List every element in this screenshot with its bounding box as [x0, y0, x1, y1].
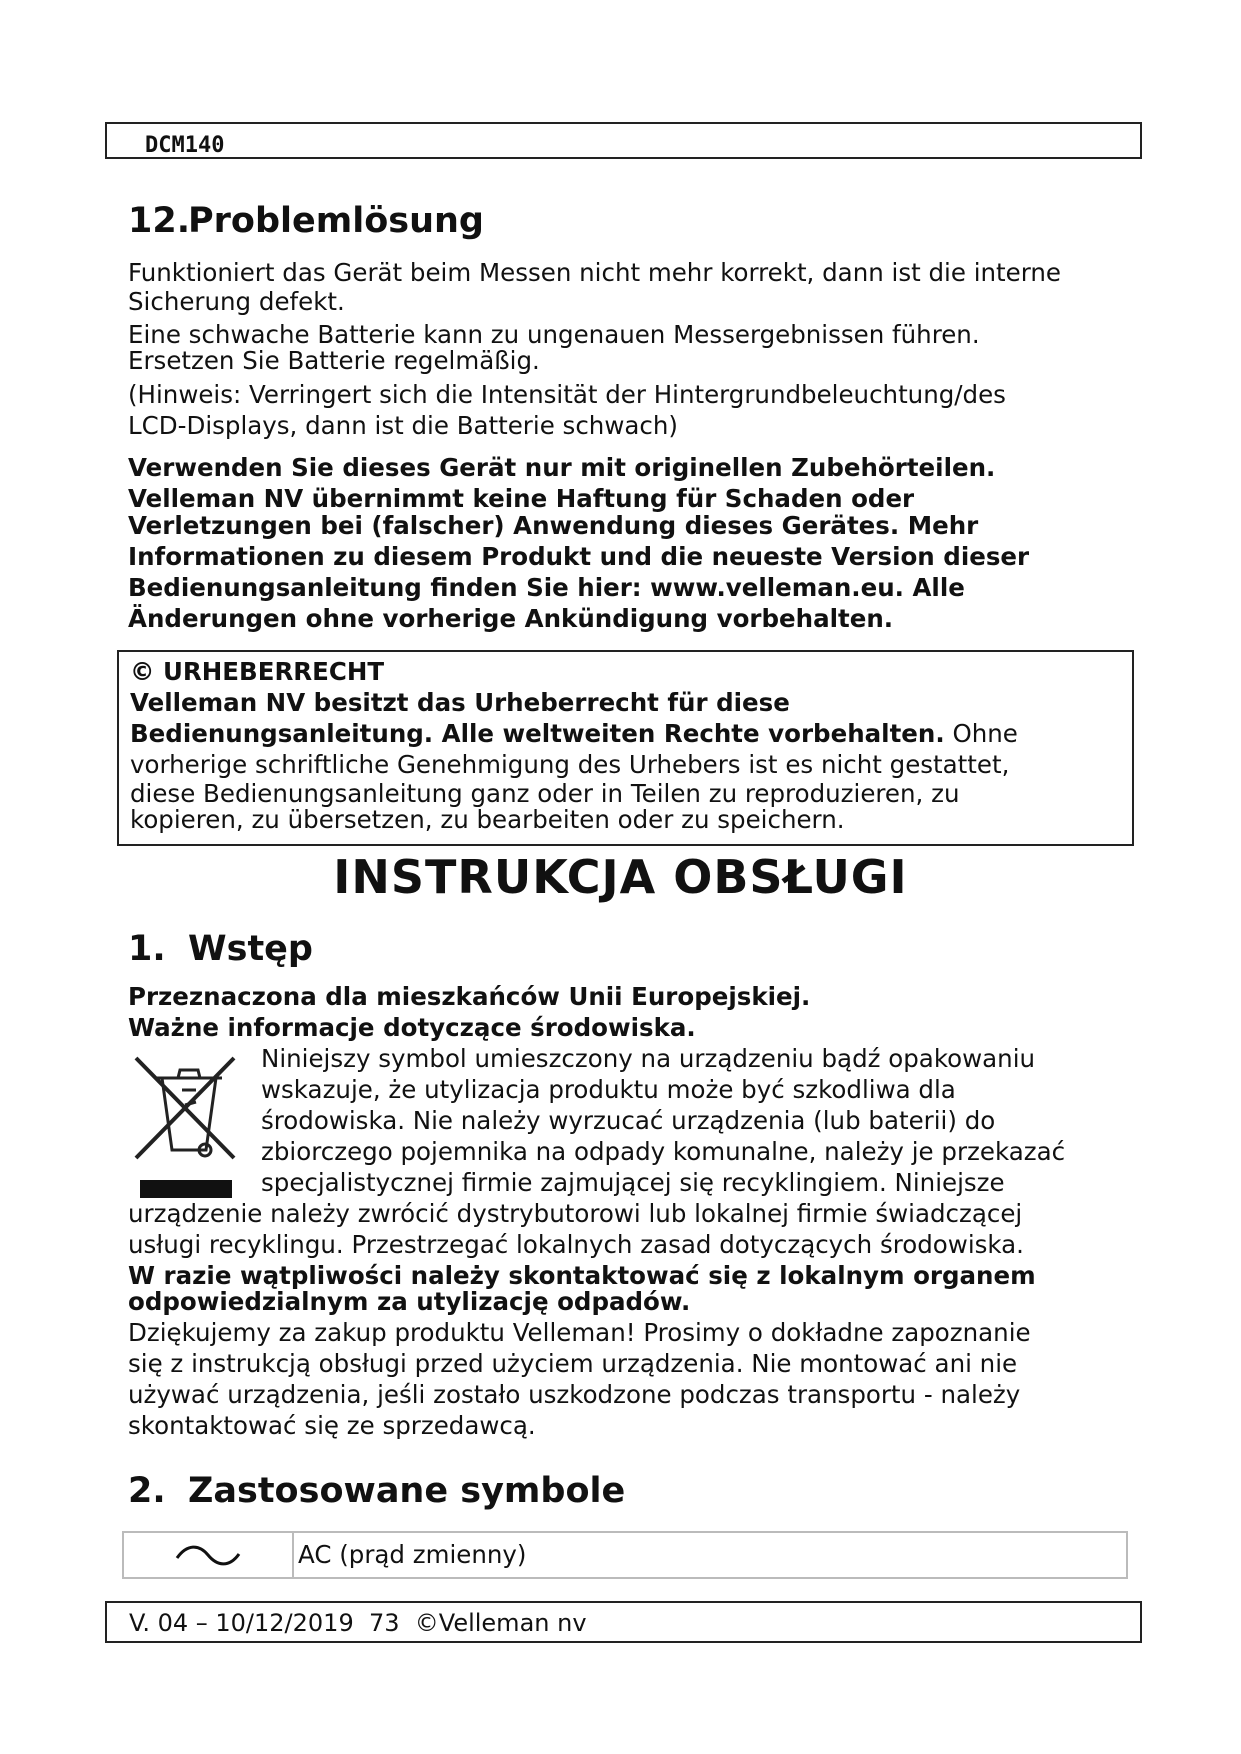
section-1: [128, 928, 1118, 970]
notice-line: Verwenden Sie dieses Gerät nur mit originellen Zubehörteilen.: [128, 453, 996, 482]
weee-text: [128, 1043, 1118, 1198]
copyright-line: kopieren, zu übersetzen, zu bearbeiten oder zu speichern.: [130, 805, 845, 834]
weee-line: wskazuje, że utylizacja produktu może być szkodliwa dla: [261, 1075, 956, 1104]
page-header: [105, 122, 1142, 159]
section-1-number: 1.: [128, 929, 166, 969]
symbol-cell: [124, 1533, 294, 1577]
paragraph-line: LCD-Displays, dann ist die Batterie schwach): [128, 411, 678, 440]
copyright-title: © URHEBERRECHT: [130, 657, 385, 686]
symbols-table: [122, 1531, 1128, 1579]
copyright-line: diese Bedienungsanleitung ganz oder in Teilen zu reproduzieren, zu: [130, 779, 960, 808]
weee-line: środowiska. Nie należy wyrzucać urządzenia (lub baterii) do: [261, 1106, 996, 1135]
contact-notice: W razie wątpliwości należy skontaktować się z lokalnym organem: [128, 1261, 1036, 1290]
copyright-line: [130, 718, 1122, 749]
paragraph-line: (Hinweis: Verringert sich die Intensität der Hintergrundbeleuchtung/des: [128, 380, 1006, 409]
copyright-bold-fragment: Bedienungsanleitung. Alle weltweiten Rechte vorbehalten.: [130, 719, 945, 748]
paragraph-line: Ersetzen Sie Batterie regelmäßig.: [128, 346, 540, 375]
notice-line: Verletzungen bei (falscher) Anwendung dieses Gerätes. Mehr: [128, 511, 979, 540]
section-1-title: Wstęp: [188, 929, 313, 969]
weee-line: usługi recyklingu. Przestrzegać lokalnych zasad dotyczących środowiska.: [128, 1230, 1024, 1259]
copyright-fragment: Ohne: [944, 719, 1018, 748]
page-footer: [105, 1601, 1142, 1643]
notice-line: Bedienungsanleitung finden Sie hier: www.velleman.eu. Alle: [128, 573, 965, 602]
footer-text: V. 04 – 10/12/2019 73 ©Velleman nv: [129, 1609, 587, 1637]
section-2-number: 2.: [128, 1471, 166, 1511]
thanks-line: Dziękujemy za zakup produktu Velleman! Prosimy o dokładne zapoznanie: [128, 1318, 1031, 1347]
thanks-line: skontaktować się ze sprzedawcą.: [128, 1411, 536, 1440]
eu-notice: Przeznaczona dla mieszkańców Unii Europejskiej.: [128, 982, 811, 1011]
section-2-heading: [128, 1470, 1118, 1512]
contact-notice: odpowiedzialnym za utylizację odpadów.: [128, 1287, 691, 1316]
paragraph-line: Eine schwache Batterie kann zu ungenauen Messergebnissen führen.: [128, 320, 980, 349]
section-12-number: 12.: [128, 201, 191, 241]
copyright-line: vorherige schriftliche Genehmigung des Urhebers ist es nicht gestattet,: [130, 750, 1010, 779]
paragraph-line: Funktioniert das Gerät beim Messen nicht mehr korrekt, dann ist die interne: [128, 258, 1061, 287]
section-1-heading: [128, 928, 1118, 970]
section-2-title: Zastosowane symbole: [188, 1471, 626, 1511]
section-1-body: [128, 981, 1118, 1441]
ac-sine-icon: [173, 1540, 243, 1570]
notice-line: Änderungen ohne vorherige Ankündigung vorbehalten.: [128, 604, 894, 633]
weee-crossed-bin-icon: [130, 1050, 240, 1200]
section-12-title: Problemlösung: [188, 201, 484, 241]
model-number: DCM140: [145, 133, 225, 158]
thanks-line: używać urządzenia, jeśli zostało uszkodzone podczas transportu - należy: [128, 1380, 1021, 1409]
weee-line: specjalistycznej firmie zajmującej się recyklingiem. Niniejsze: [261, 1168, 1005, 1197]
thanks-line: się z instrukcją obsługi przed użyciem urządzenia. Nie montować ani nie: [128, 1349, 1018, 1378]
paragraph-line: Sicherung defekt.: [128, 287, 345, 316]
notice-line: Velleman NV übernimmt keine Haftung für Schaden oder: [128, 484, 915, 513]
weee-line: urządzenie należy zwrócić dystrybutorowi lub lokalnej firmie świadczącej: [128, 1199, 1023, 1228]
weee-line: Niniejszy symbol umieszczony na urządzeniu bądź opakowaniu: [261, 1044, 1036, 1073]
symbol-description: AC (prąd zmienny): [298, 1540, 527, 1569]
weee-line: zbiorczego pojemnika na odpady komunalne, należy je przekazać: [261, 1137, 1066, 1166]
section-12-notice: [128, 452, 1118, 634]
section-12-heading: [128, 200, 1118, 242]
notice-line: Informationen zu diesem Produkt und die neueste Version dieser: [128, 542, 1030, 571]
section-12: [128, 200, 1118, 242]
copyright-line: Velleman NV besitzt das Urheberrecht für diese: [130, 688, 790, 717]
copyright-box: [117, 650, 1134, 846]
section-2: [128, 1470, 1118, 1512]
env-notice: Ważne informacje dotyczące środowiska.: [128, 1013, 696, 1042]
section-12-body: [128, 257, 1118, 441]
manual-title: INSTRUKCJA OBSŁUGI: [333, 850, 908, 904]
